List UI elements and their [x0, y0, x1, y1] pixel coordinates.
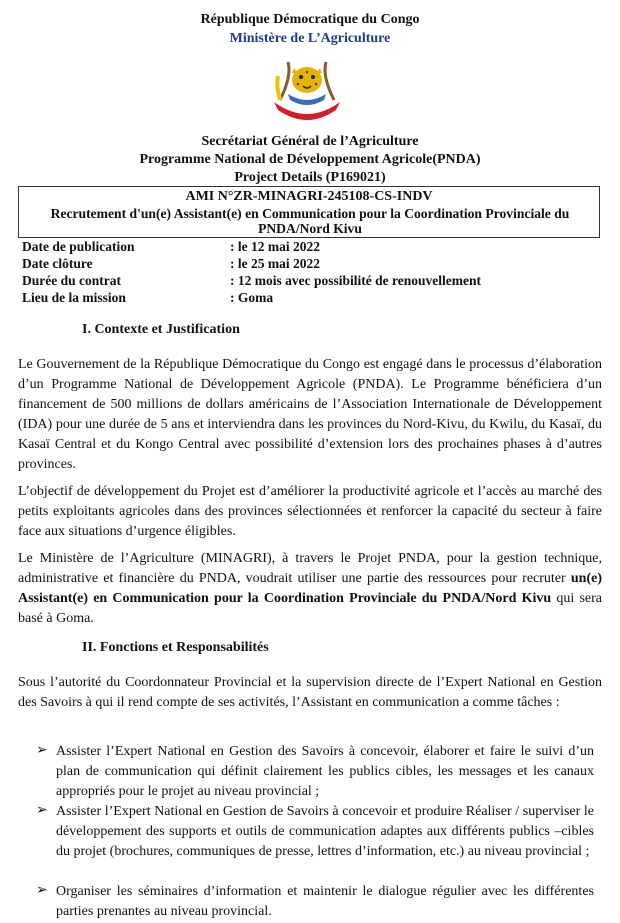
section-title-functions: II. Fonctions et Responsabilités	[82, 640, 269, 655]
meta-value: : Goma	[230, 290, 274, 305]
list-item: Assister l’Expert National en Gestion des Savoirs à concevoir, élaborer et faire le suivi d’un plan de communication qui définit clairement les publics cibles, les messages et les canaux appropriés pour le projet au niveau provincial ;	[56, 744, 594, 799]
project-heading: Project Details (P169021)	[234, 170, 386, 185]
ami-reference: AMI N°ZR-MINAGRI-245108-CS-INDV	[185, 189, 433, 204]
ami-box	[18, 186, 600, 238]
meta-label: Date clôture	[22, 256, 93, 271]
paragraph-context-3: Le Ministère de l’Agriculture (MINAGRI), à travers le Projet PNDA, pour la gestion technique, administrative et financière du PNDA, voudrait utiliser une partie des ressources pour recruter un(e) Assistant(e) en Communication pour la Coordination Provinciale du PNDA/Nord Kivu qui sera basé à Goma.	[18, 551, 602, 626]
ministry-heading: Ministère de L’Agriculture	[229, 31, 391, 46]
bullet-arrow-icon: ➢	[36, 743, 48, 758]
bullet-arrow-icon: ➢	[36, 883, 48, 898]
list-item: Assister l’Expert National en Gestion de Savoirs à concevoir et produire Réaliser / superviser le développement des supports et outils de communication adaptes aux différents publics –cibles du projet (brochures, communiques de presse, lettres d’information, etc.) au niveau provincial ;	[56, 804, 594, 859]
meta-label: Date de publication	[22, 239, 135, 254]
meta-value: : le 25 mai 2022	[230, 256, 320, 271]
ami-title: Recrutement d'un(e) Assistant(e) en Communication pour la Coordination Provinciale du PNDA/Nord Kivu	[50, 206, 570, 236]
position-title-bold: un(e) Assistant(e) en Communication pour la Coordination Provinciale du PNDA/Nord Kivu	[18, 571, 602, 606]
paragraph-functions-intro: Sous l’autorité du Coordonnateur Provincial et la supervision directe de l’Expert National en Gestion des Savoirs à qui il rend compte de ses activités, l’Assistant en communication a comme tâches :	[18, 675, 602, 710]
bullet-arrow-icon: ➢	[36, 803, 48, 818]
section-title-context: I. Contexte et Justification	[82, 322, 240, 337]
programme-heading: Programme National de Développement Agricole(PNDA)	[139, 152, 481, 167]
meta-label: Durée du contrat	[22, 273, 121, 288]
meta-label: Lieu de la mission	[22, 290, 126, 305]
list-item: Organiser les séminaires d’information et maintenir le dialogue régulier avec les différentes parties prenantes au niveau provincial.	[56, 884, 594, 919]
paragraph-context-2: L’objectif de développement du Projet est d’améliorer la productivité agricole et l’accès au marché des petits exploitants agricoles dans des provinces sélectionnées et renforcer la capacité du secteur à faire face aux situations d’urgence éligibles.	[18, 484, 602, 539]
coat-of-arms-emblem	[270, 56, 344, 120]
meta-value: : le 12 mai 2022	[230, 239, 320, 254]
meta-value: : 12 mois avec possibilité de renouvellement	[230, 273, 481, 288]
secretariat-heading: Secrétariat Général de l’Agriculture	[201, 134, 419, 149]
republic-heading: République Démocratique du Congo	[200, 12, 420, 27]
paragraph-context-1: Le Gouvernement de la République Démocratique du Congo est engagé dans le processus d’élaboration d’un Programme National de Développement Agricole (PNDA). Le Programme bénéficiera d’un financement de 500 millions de dollars américains de l’Association Internationale de Développement (IDA) pour une durée de 5 ans et interviendra dans les provinces du Nord-Kivu, du Kwilu, du Kasaï, du Kasaï Central et du Kongo Central avec possibilité d’extension lors des prochaines phases à d’autres provinces.	[18, 357, 602, 472]
